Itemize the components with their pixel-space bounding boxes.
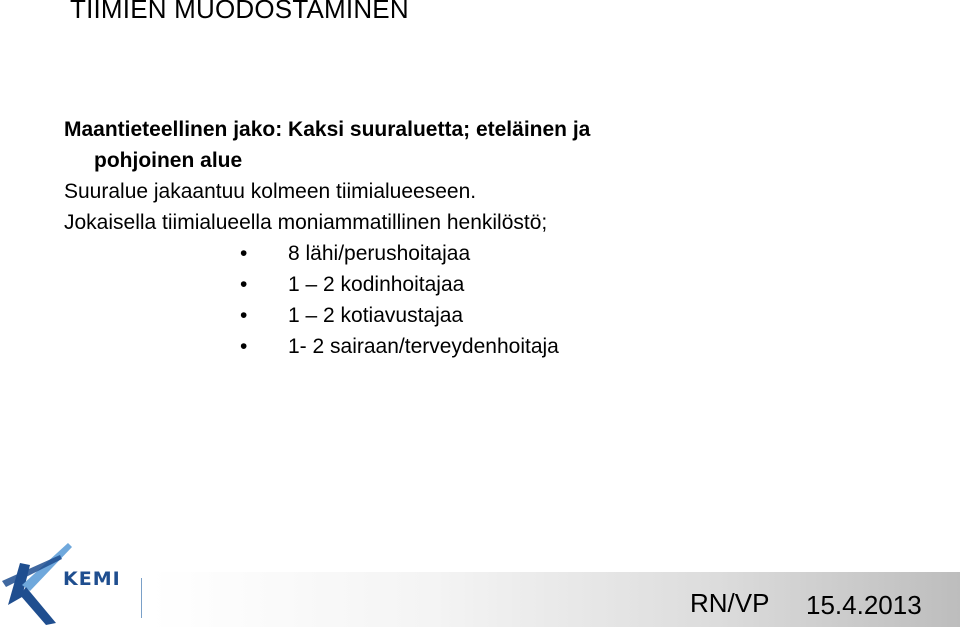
logo-text: KEMI (63, 568, 121, 590)
staff-list-item (64, 331, 944, 362)
slide-content (64, 114, 944, 362)
paragraph-geographic-split: Maantieteellinen jako: Kaksi suuraluetta; eteläinen ja (64, 118, 591, 141)
paragraph-staff: Jokaisella tiimialueella moniammatillinen henkilöstö; (64, 211, 548, 234)
bullet-icon: • (240, 242, 248, 265)
staff-list-item-text: 1- 2 sairaan/terveydenhoitaja (288, 335, 559, 358)
staff-list-item (64, 269, 944, 300)
staff-list-item-text: 1 – 2 kodinhoitajaa (288, 273, 465, 296)
staff-list-item (64, 238, 944, 269)
slide-title: TIIMIEN MUODOSTAMINEN (70, 0, 409, 24)
bullet-icon: • (240, 273, 248, 296)
footer-date: 15.4.2013 (806, 590, 922, 620)
staff-list-item-text: 1 – 2 kotiavustajaa (288, 304, 464, 327)
staff-list-item-text: 8 lähi/perushoitajaa (288, 242, 471, 265)
footer-divider (141, 578, 142, 618)
paragraph-geographic-split-continued: pohjoinen alue (94, 149, 243, 172)
bullet-icon: • (240, 304, 248, 327)
footer-author: RN/VP (690, 588, 770, 618)
bullet-icon: • (240, 335, 248, 358)
paragraph-team-areas: Suuralue jakaantuu kolmeen tiimialueeseen. (64, 180, 477, 203)
staff-list (64, 238, 944, 362)
staff-list-item (64, 300, 944, 331)
